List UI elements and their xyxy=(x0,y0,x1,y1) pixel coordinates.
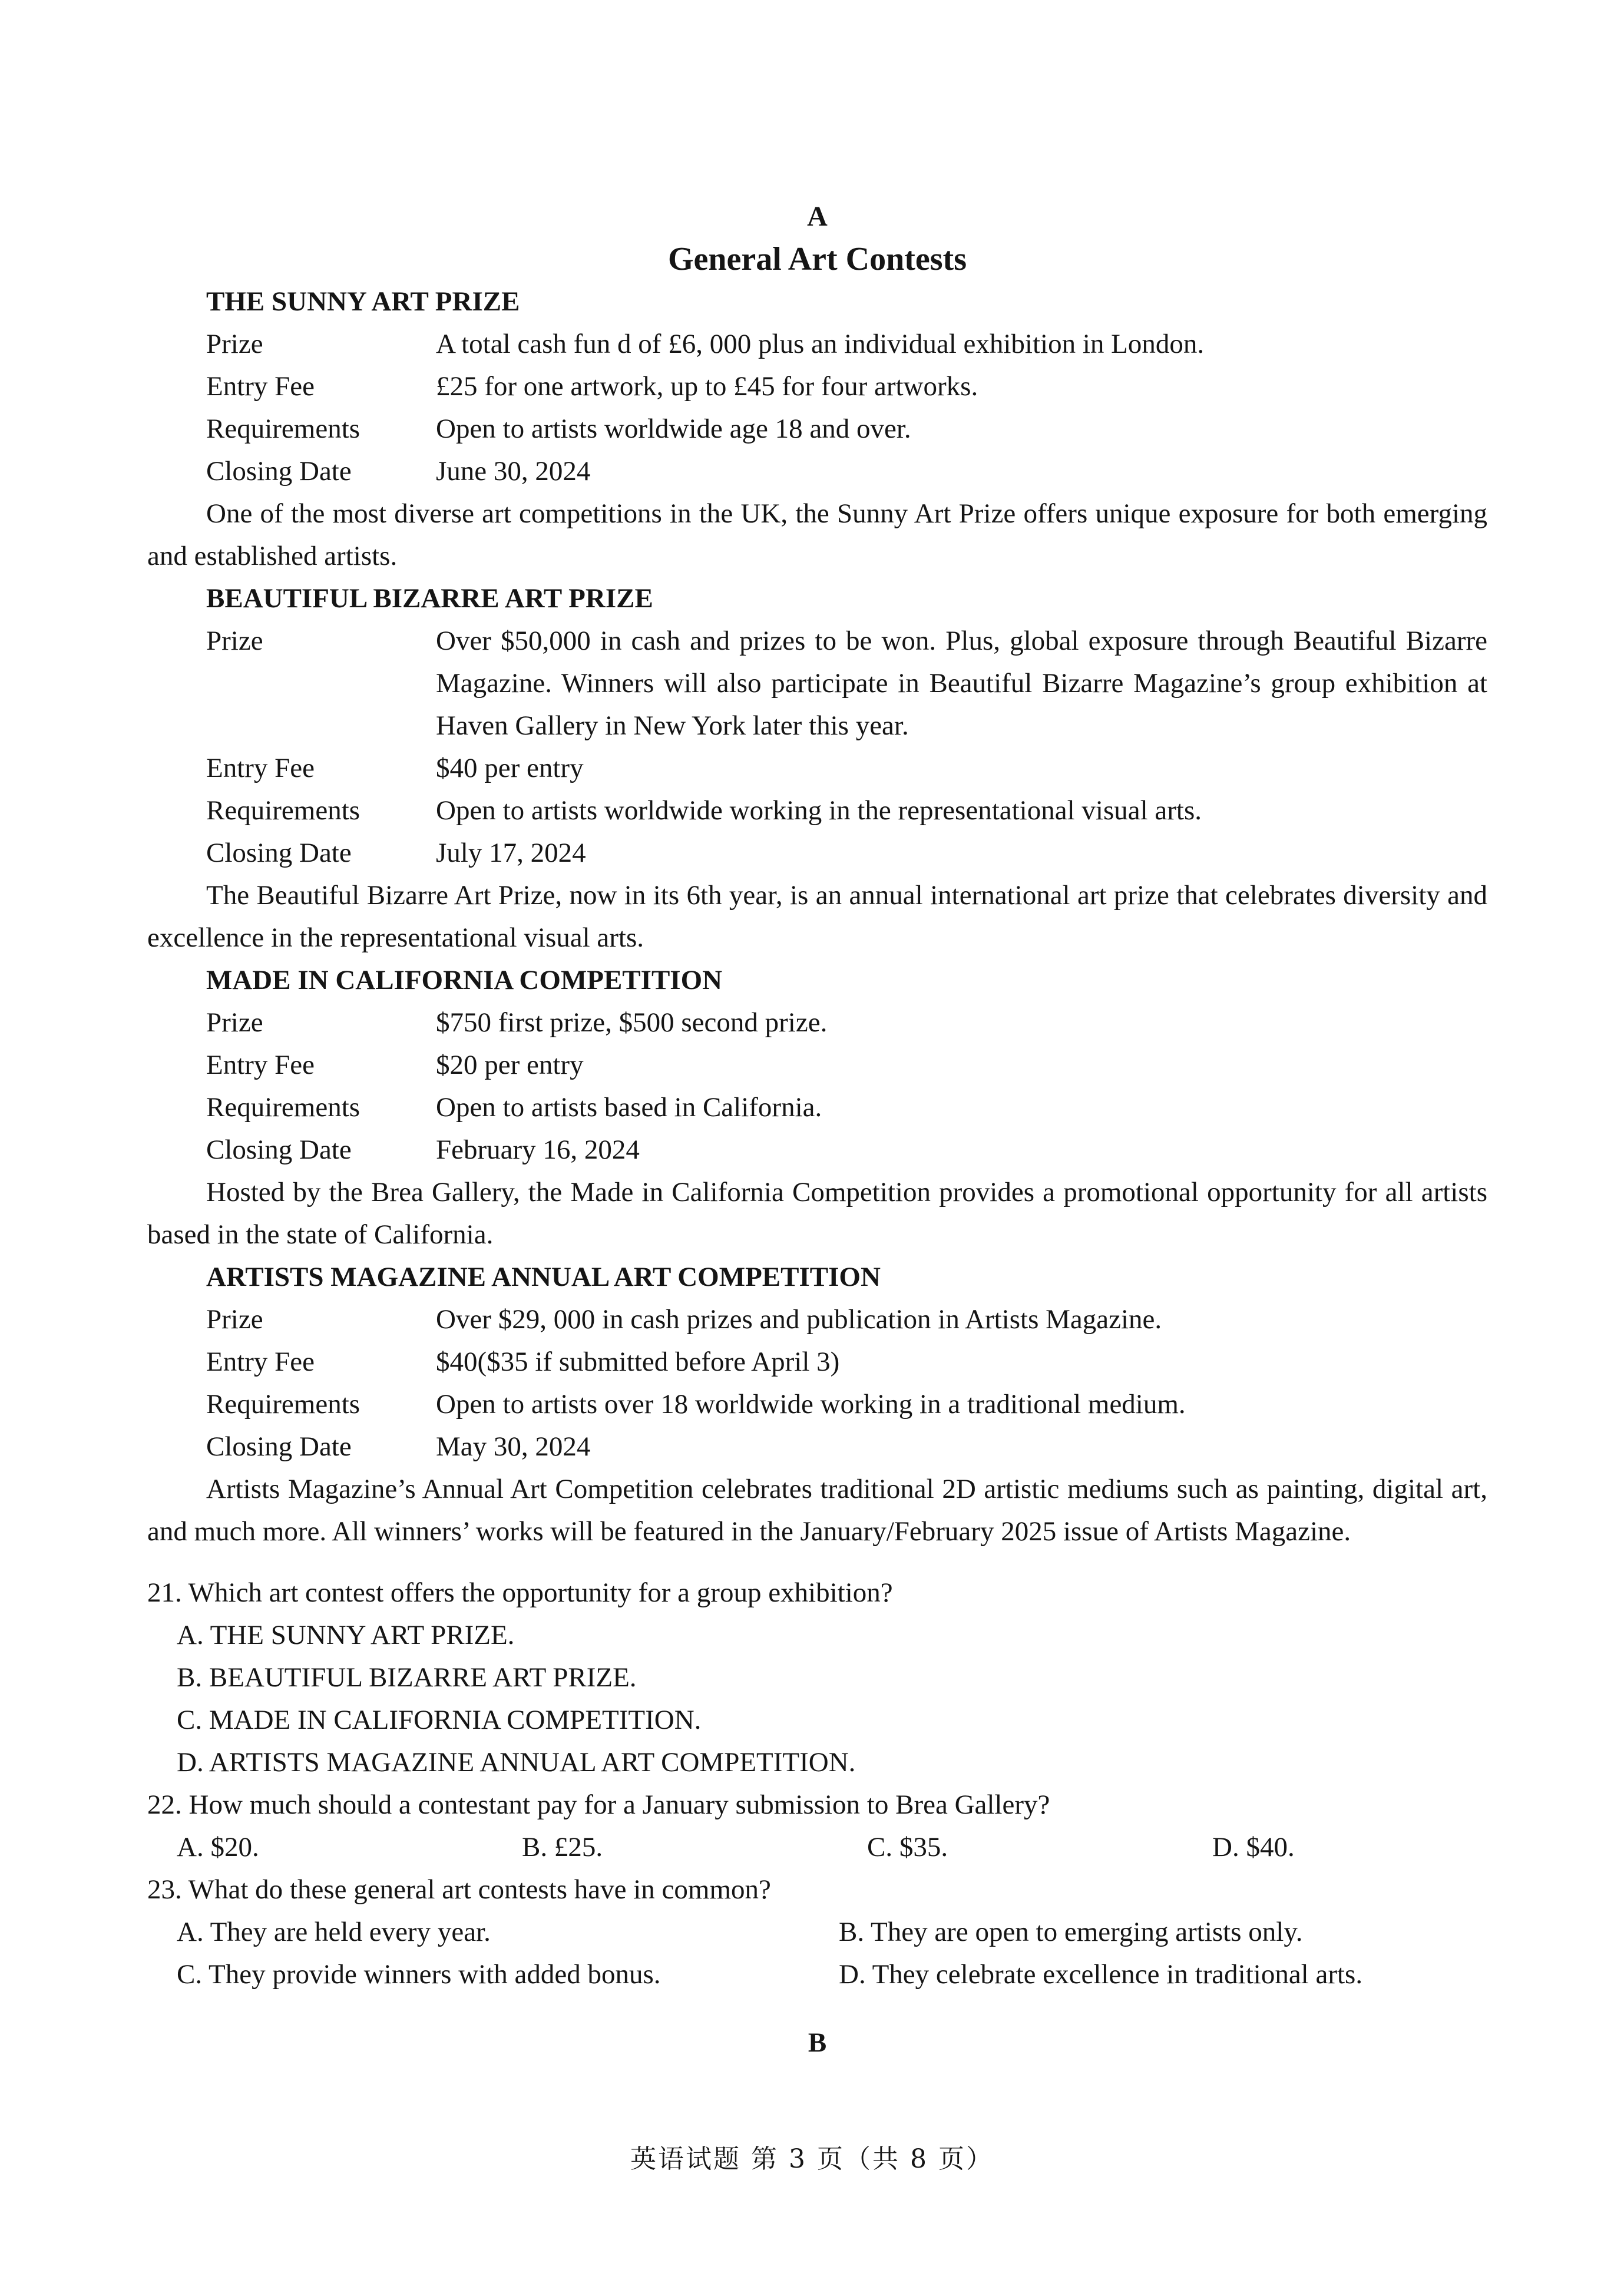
contest-row xyxy=(147,1086,1487,1129)
answer-option[interactable]: B. BEAUTIFUL BIZARRE ART PRIZE. xyxy=(177,1662,637,1693)
answer-options-row xyxy=(147,1911,1487,1953)
contest-row xyxy=(147,323,1487,365)
section-letter: A xyxy=(807,201,828,232)
page-footer: 英语试题 第 3 页（共 8 页） xyxy=(630,2144,994,2174)
row-label: Closing Date xyxy=(206,1134,352,1165)
answer-option[interactable]: C. They provide winners with added bonus. xyxy=(177,1959,661,1990)
row-value: Open to artists based in California. xyxy=(436,1092,822,1123)
row-value: $750 first prize, $500 second prize. xyxy=(436,1007,828,1038)
row-value: $40 per entry xyxy=(436,753,584,783)
row-value: May 30, 2024 xyxy=(436,1431,591,1462)
question-stem: 21. Which art contest offers the opportunity for a group exhibition? xyxy=(147,1577,893,1608)
answer-option[interactable]: A. They are held every year. xyxy=(177,1917,491,1947)
row-label: Closing Date xyxy=(206,838,352,868)
contest-row xyxy=(147,450,1487,492)
row-label: Closing Date xyxy=(206,1431,352,1462)
row-value: Over $50,000 in cash and prizes to be won. Plus, global exposure through Beautiful Bizarre Magazine. Winners will also participate in Beautiful Bizarre Magazine’s group exhibition at Haven Gallery in New York later this year. xyxy=(436,626,1487,741)
next-section-letter: B xyxy=(808,2027,827,2058)
row-label: Requirements xyxy=(206,795,360,826)
contest-row xyxy=(147,1001,1487,1044)
row-label: Closing Date xyxy=(206,456,352,487)
contest-description: Hosted by the Brea Gallery, the Made in California Competition provides a promotional opportunity for all artists based in the state of California. xyxy=(147,1177,1487,1250)
contest-title: ARTISTS MAGAZINE ANNUAL ART COMPETITION xyxy=(206,1262,881,1292)
row-label: Prize xyxy=(206,1304,263,1335)
row-label: Prize xyxy=(206,626,263,656)
row-label: Prize xyxy=(206,1007,263,1038)
row-value: $20 per entry xyxy=(436,1050,584,1080)
row-value: A total cash fun d of £6, 000 plus an individual exhibition in London. xyxy=(436,329,1205,359)
contest-block xyxy=(147,280,1487,577)
answer-option[interactable]: B. £25. xyxy=(522,1832,603,1862)
row-value: July 17, 2024 xyxy=(436,838,586,868)
row-label: Requirements xyxy=(206,1389,360,1420)
row-label: Requirements xyxy=(206,1092,360,1123)
contest-row xyxy=(147,1383,1487,1425)
row-value: £25 for one artwork, up to £45 for four artworks. xyxy=(436,371,978,402)
contest-row xyxy=(147,408,1487,450)
contest-row xyxy=(147,789,1487,832)
answer-option[interactable]: C. $35. xyxy=(867,1832,948,1862)
contest-description: One of the most diverse art competitions in the UK, the Sunny Art Prize offers unique exposure for both emerging and established artists. xyxy=(147,498,1487,571)
contest-row xyxy=(147,1425,1487,1468)
contest-block xyxy=(147,577,1487,959)
row-label: Entry Fee xyxy=(206,371,315,402)
row-label: Entry Fee xyxy=(206,1050,315,1080)
contest-block xyxy=(147,959,1487,1256)
row-value: $40($35 if submitted before April 3) xyxy=(436,1346,840,1377)
row-value: Open to artists over 18 worldwide working in a traditional medium. xyxy=(436,1389,1186,1420)
row-value: Open to artists worldwide working in the representational visual arts. xyxy=(436,795,1202,826)
question-stem: 22. How much should a contestant pay for a January submission to Brea Gallery? xyxy=(147,1789,1050,1820)
contest-row xyxy=(147,832,1487,874)
contest-row xyxy=(147,1129,1487,1171)
answer-option[interactable]: A. $20. xyxy=(177,1832,259,1862)
answer-option[interactable]: D. They celebrate excellence in traditional arts. xyxy=(839,1959,1363,1990)
row-label: Entry Fee xyxy=(206,753,315,783)
answer-option[interactable]: D. ARTISTS MAGAZINE ANNUAL ART COMPETITION. xyxy=(177,1747,856,1778)
contest-block xyxy=(147,1256,1487,1553)
contest-row xyxy=(147,620,1487,747)
answer-options-row xyxy=(147,1953,1487,1996)
answer-option[interactable]: A. THE SUNNY ART PRIZE. xyxy=(177,1620,515,1650)
row-value: June 30, 2024 xyxy=(436,456,591,487)
contest-description: Artists Magazine’s Annual Art Competition celebrates traditional 2D artistic mediums such as painting, digital art, and much more. All winners’ works will be featured in the January/February 2025 issue of Artists Magazine. xyxy=(147,1474,1487,1547)
contest-title: BEAUTIFUL BIZARRE ART PRIZE xyxy=(206,583,653,614)
contest-row xyxy=(147,1341,1487,1383)
row-value: Over $29, 000 in cash prizes and publication in Artists Magazine. xyxy=(436,1304,1162,1335)
answer-option[interactable]: B. They are open to emerging artists only. xyxy=(839,1917,1303,1947)
exam-page xyxy=(147,196,1487,2064)
row-value: Open to artists worldwide age 18 and over. xyxy=(436,413,911,444)
contest-title: THE SUNNY ART PRIZE xyxy=(206,286,520,317)
contest-row xyxy=(147,1298,1487,1341)
contest-row xyxy=(147,747,1487,789)
row-label: Requirements xyxy=(206,413,360,444)
contest-row xyxy=(147,365,1487,408)
row-label: Prize xyxy=(206,329,263,359)
contest-title: MADE IN CALIFORNIA COMPETITION xyxy=(206,965,723,995)
contest-description: The Beautiful Bizarre Art Prize, now in its 6th year, is an annual international art prize that celebrates diversity and excellence in the representational visual arts. xyxy=(147,880,1487,953)
answer-options-row xyxy=(147,1826,1487,1868)
answer-option[interactable]: D. $40. xyxy=(1212,1832,1295,1862)
question-stem: 23. What do these general art contests have in common? xyxy=(147,1874,771,1905)
contest-row xyxy=(147,1044,1487,1086)
row-value: February 16, 2024 xyxy=(436,1134,640,1165)
page-title: General Art Contests xyxy=(667,241,967,277)
question-list xyxy=(147,1572,1487,1996)
answer-option[interactable]: C. MADE IN CALIFORNIA COMPETITION. xyxy=(177,1705,702,1735)
row-label: Entry Fee xyxy=(206,1346,315,1377)
